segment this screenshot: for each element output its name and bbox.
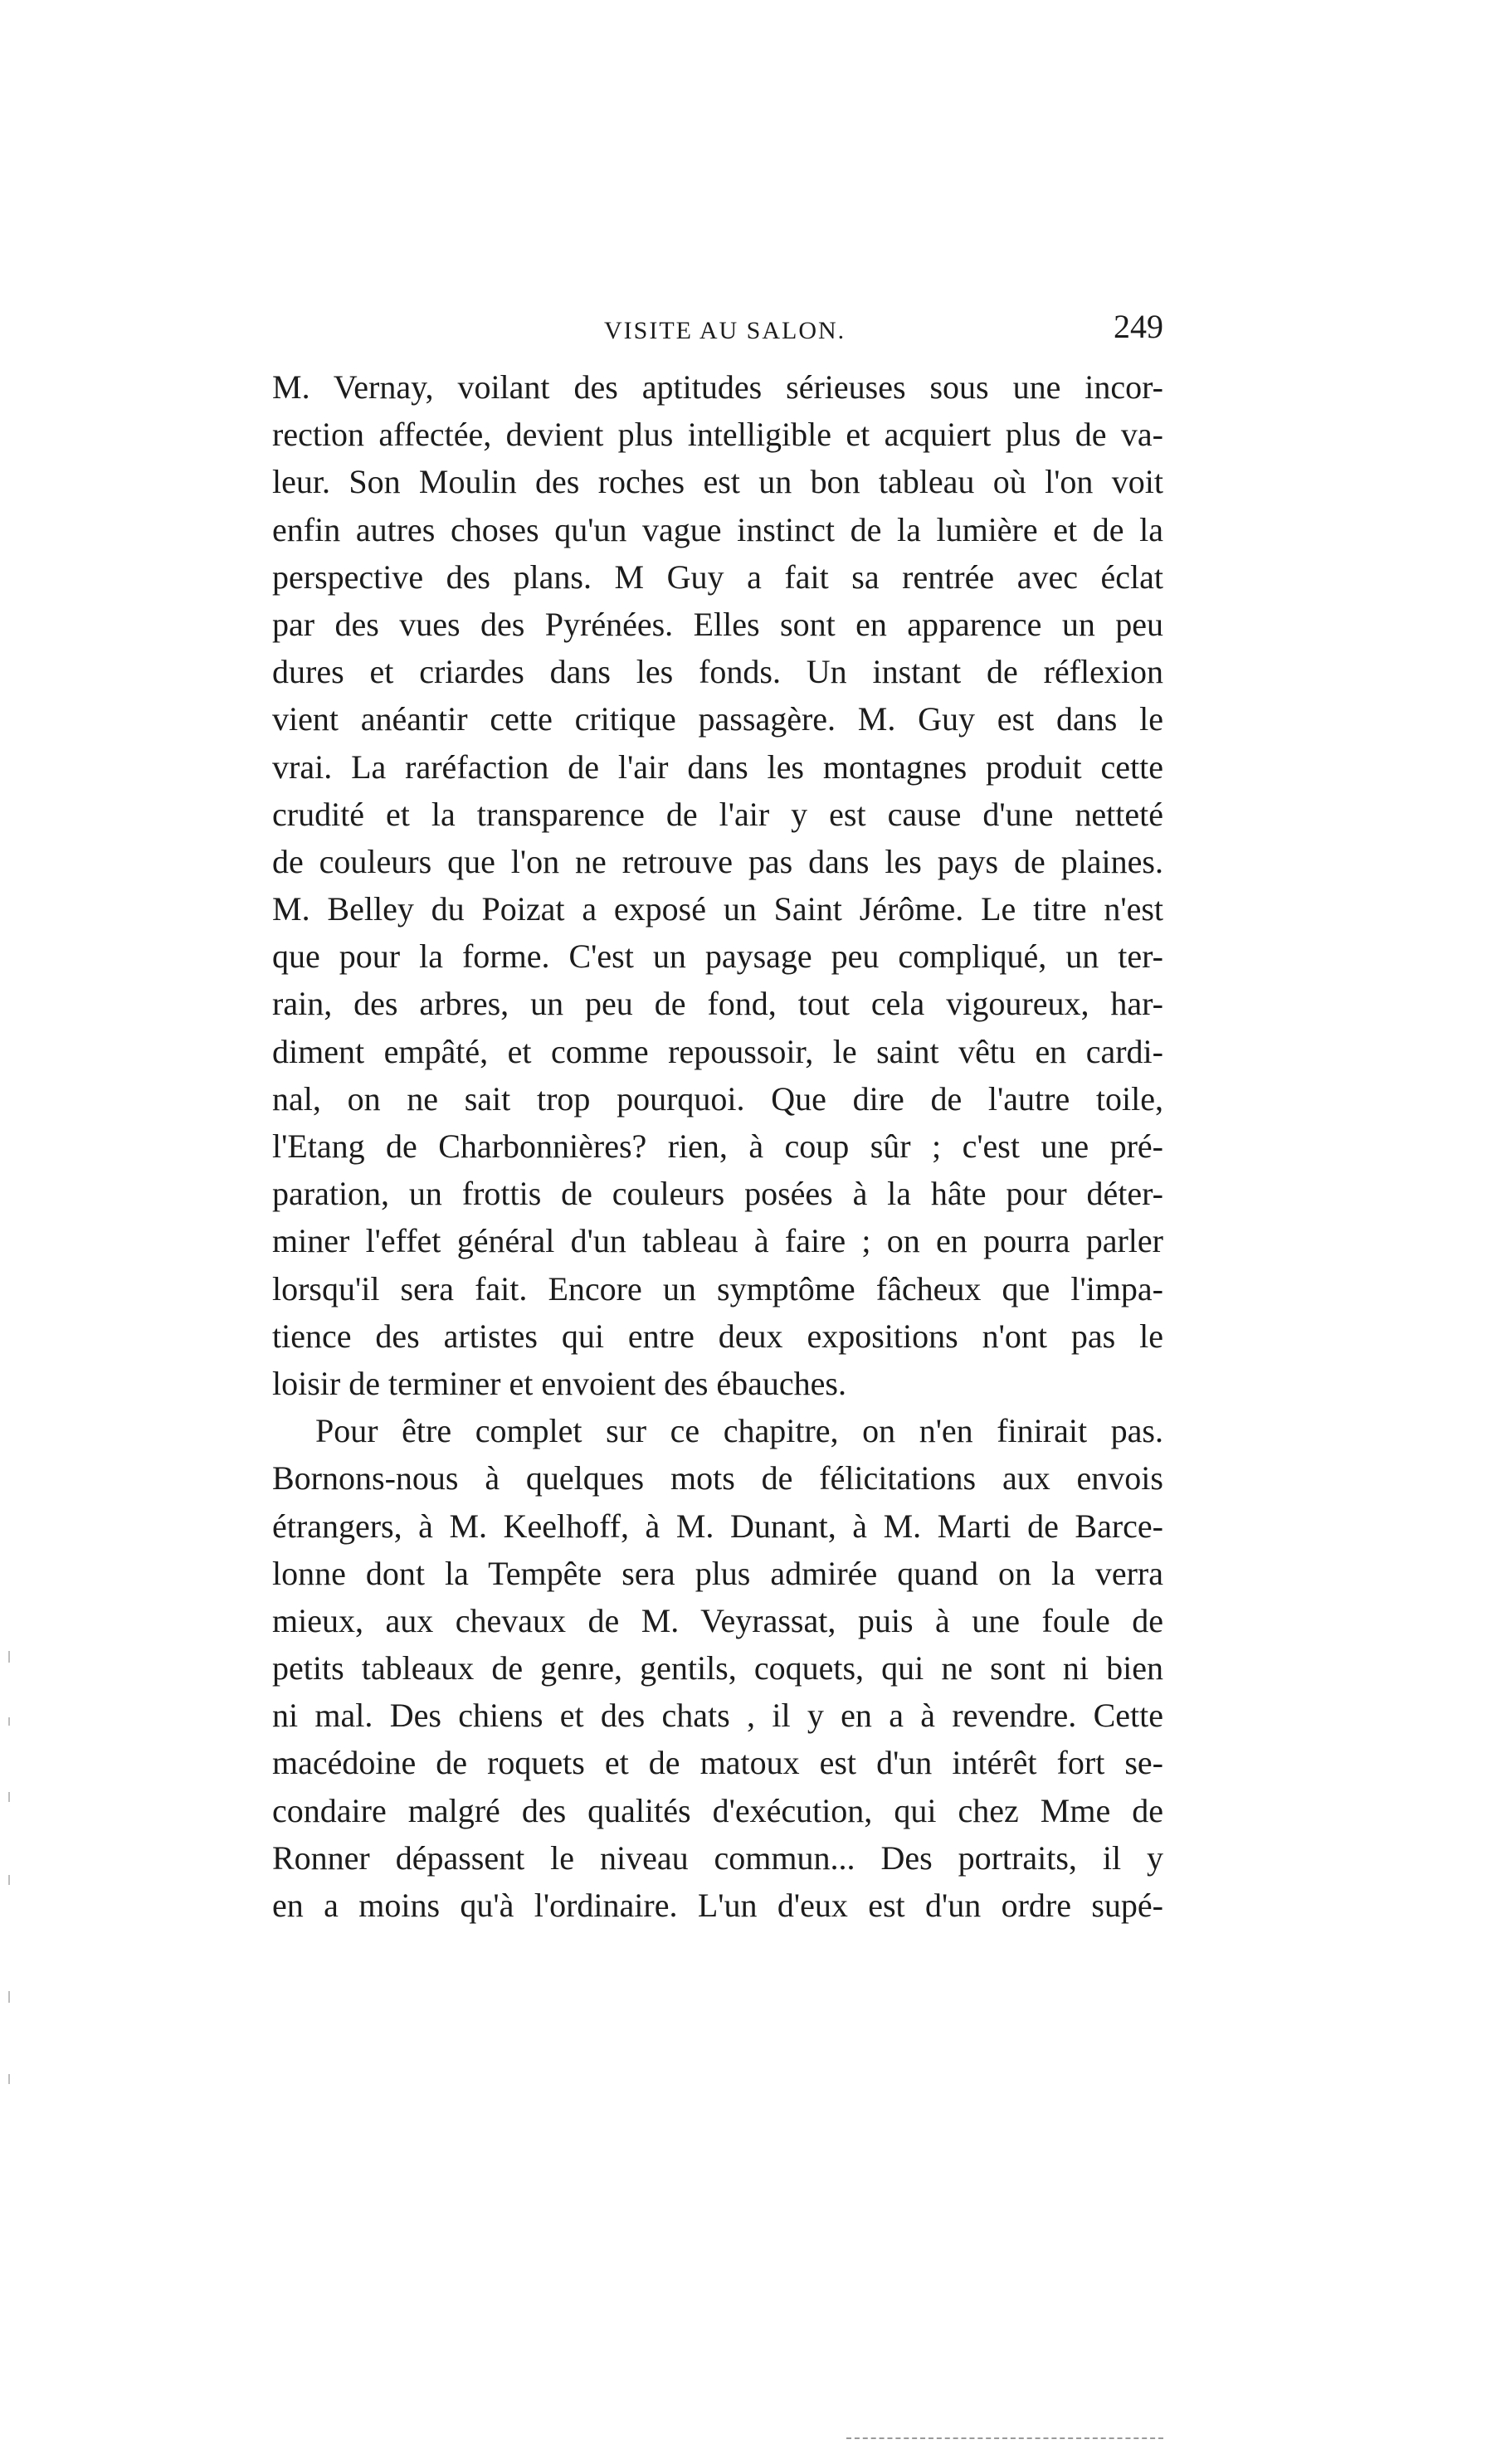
text-line: ni mal. Des chiens et des chats , il y en a à revendre. Cette bbox=[272, 1697, 1163, 1735]
paragraph-last-line: loisir de terminer et envoient des ébauches. bbox=[272, 1364, 846, 1402]
text-line: Bornons-nous à quelques mots de félicitations aux envois bbox=[272, 1459, 1163, 1497]
text-line: vient anéantir cette critique passagère. M. Guy est dans le bbox=[272, 700, 1163, 738]
text-line: rain, des arbres, un peu de fond, tout cela vigoureux, har- bbox=[272, 985, 1163, 1023]
text-line: M. Belley du Poizat a exposé un Saint Jérôme. Le titre n'est bbox=[272, 890, 1163, 928]
text-line: perspective des plans. M Guy a fait sa rentrée avec éclat bbox=[272, 558, 1163, 596]
text-line: de couleurs que l'on ne retrouve pas dans les pays de plaines. bbox=[272, 842, 1163, 880]
text-line: petits tableaux de genre, gentils, coquets, qui ne sont ni bien bbox=[272, 1649, 1163, 1687]
text-line: macédoine de roquets et de matoux est d'un intérêt fort se- bbox=[272, 1744, 1163, 1782]
running-head bbox=[272, 302, 1163, 352]
text-line: nal, on ne sait trop pourquoi. Que dire de l'autre toile, bbox=[272, 1079, 1163, 1118]
text-line: leur. Son Moulin des roches est un bon tableau où l'on voit bbox=[272, 463, 1163, 501]
text-line: miner l'effet général d'un tableau à faire ; on en pourra parler bbox=[272, 1222, 1163, 1260]
text-line: rection affectée, devient plus intelligible et acquiert plus de va- bbox=[272, 416, 1163, 454]
text-line: Ronner dépassent le niveau commun... Des portraits, il y bbox=[272, 1838, 1163, 1877]
text-line: par des vues des Pyrénées. Elles sont en apparence un peu bbox=[272, 605, 1163, 643]
text-line: tience des artistes qui entre deux expositions n'ont pas le bbox=[272, 1317, 1163, 1355]
text-line: dures et criardes dans les fonds. Un instant de réflexion bbox=[272, 653, 1163, 691]
paper-speck bbox=[8, 1875, 10, 1885]
text-line: crudité et la transparence de l'air y est cause d'une netteté bbox=[272, 795, 1163, 833]
paper-speck bbox=[8, 1651, 10, 1663]
text-line: condaire malgré des qualités d'exécution, qui chez Mme de bbox=[272, 1791, 1163, 1829]
text-line: étrangers, à M. Keelhoff, à M. Dunant, à M. Marti de Barce- bbox=[272, 1507, 1163, 1545]
page-number: 249 bbox=[1114, 308, 1163, 345]
text-line: que pour la forme. C'est un paysage peu compliqué, un ter- bbox=[272, 937, 1163, 976]
body-text bbox=[272, 363, 1163, 1929]
running-title: VISITE AU SALON. bbox=[604, 317, 846, 344]
paper-speck bbox=[8, 1792, 10, 1802]
text-line: diment empâté, et comme repoussoir, le saint vêtu en cardi- bbox=[272, 1032, 1163, 1070]
text-line: en a moins qu'à l'ordinaire. L'un d'eux est d'un ordre supé- bbox=[272, 1887, 1163, 1924]
text-line: paration, un frottis de couleurs posées à la hâte pour déter- bbox=[272, 1175, 1163, 1213]
text-line: vrai. La raréfaction de l'air dans les montagnes produit cette bbox=[272, 747, 1163, 786]
paper-speck bbox=[8, 2074, 10, 2084]
text-line: mieux, aux chevaux de M. Veyrassat, puis à une foule de bbox=[272, 1601, 1163, 1639]
text-line: enfin autres choses qu'un vague instinct de la lumière et de la bbox=[272, 510, 1163, 548]
paper-speck bbox=[8, 1991, 10, 2003]
paragraph-first-line: Pour être complet sur ce chapitre, on n'en finirait pas. bbox=[315, 1412, 1163, 1450]
footer-rule bbox=[846, 2437, 1163, 2439]
text-line: M. Vernay, voilant des aptitudes sérieuses sous une incor- bbox=[272, 368, 1163, 406]
text-line: l'Etang de Charbonnières? rien, à coup sûr ; c'est une pré- bbox=[272, 1127, 1163, 1165]
text-line: lonne dont la Tempête sera plus admirée quand on la verra bbox=[272, 1554, 1163, 1592]
text-line: lorsqu'il sera fait. Encore un symptôme fâcheux que l'impa- bbox=[272, 1269, 1163, 1307]
paper-speck bbox=[8, 1717, 10, 1726]
